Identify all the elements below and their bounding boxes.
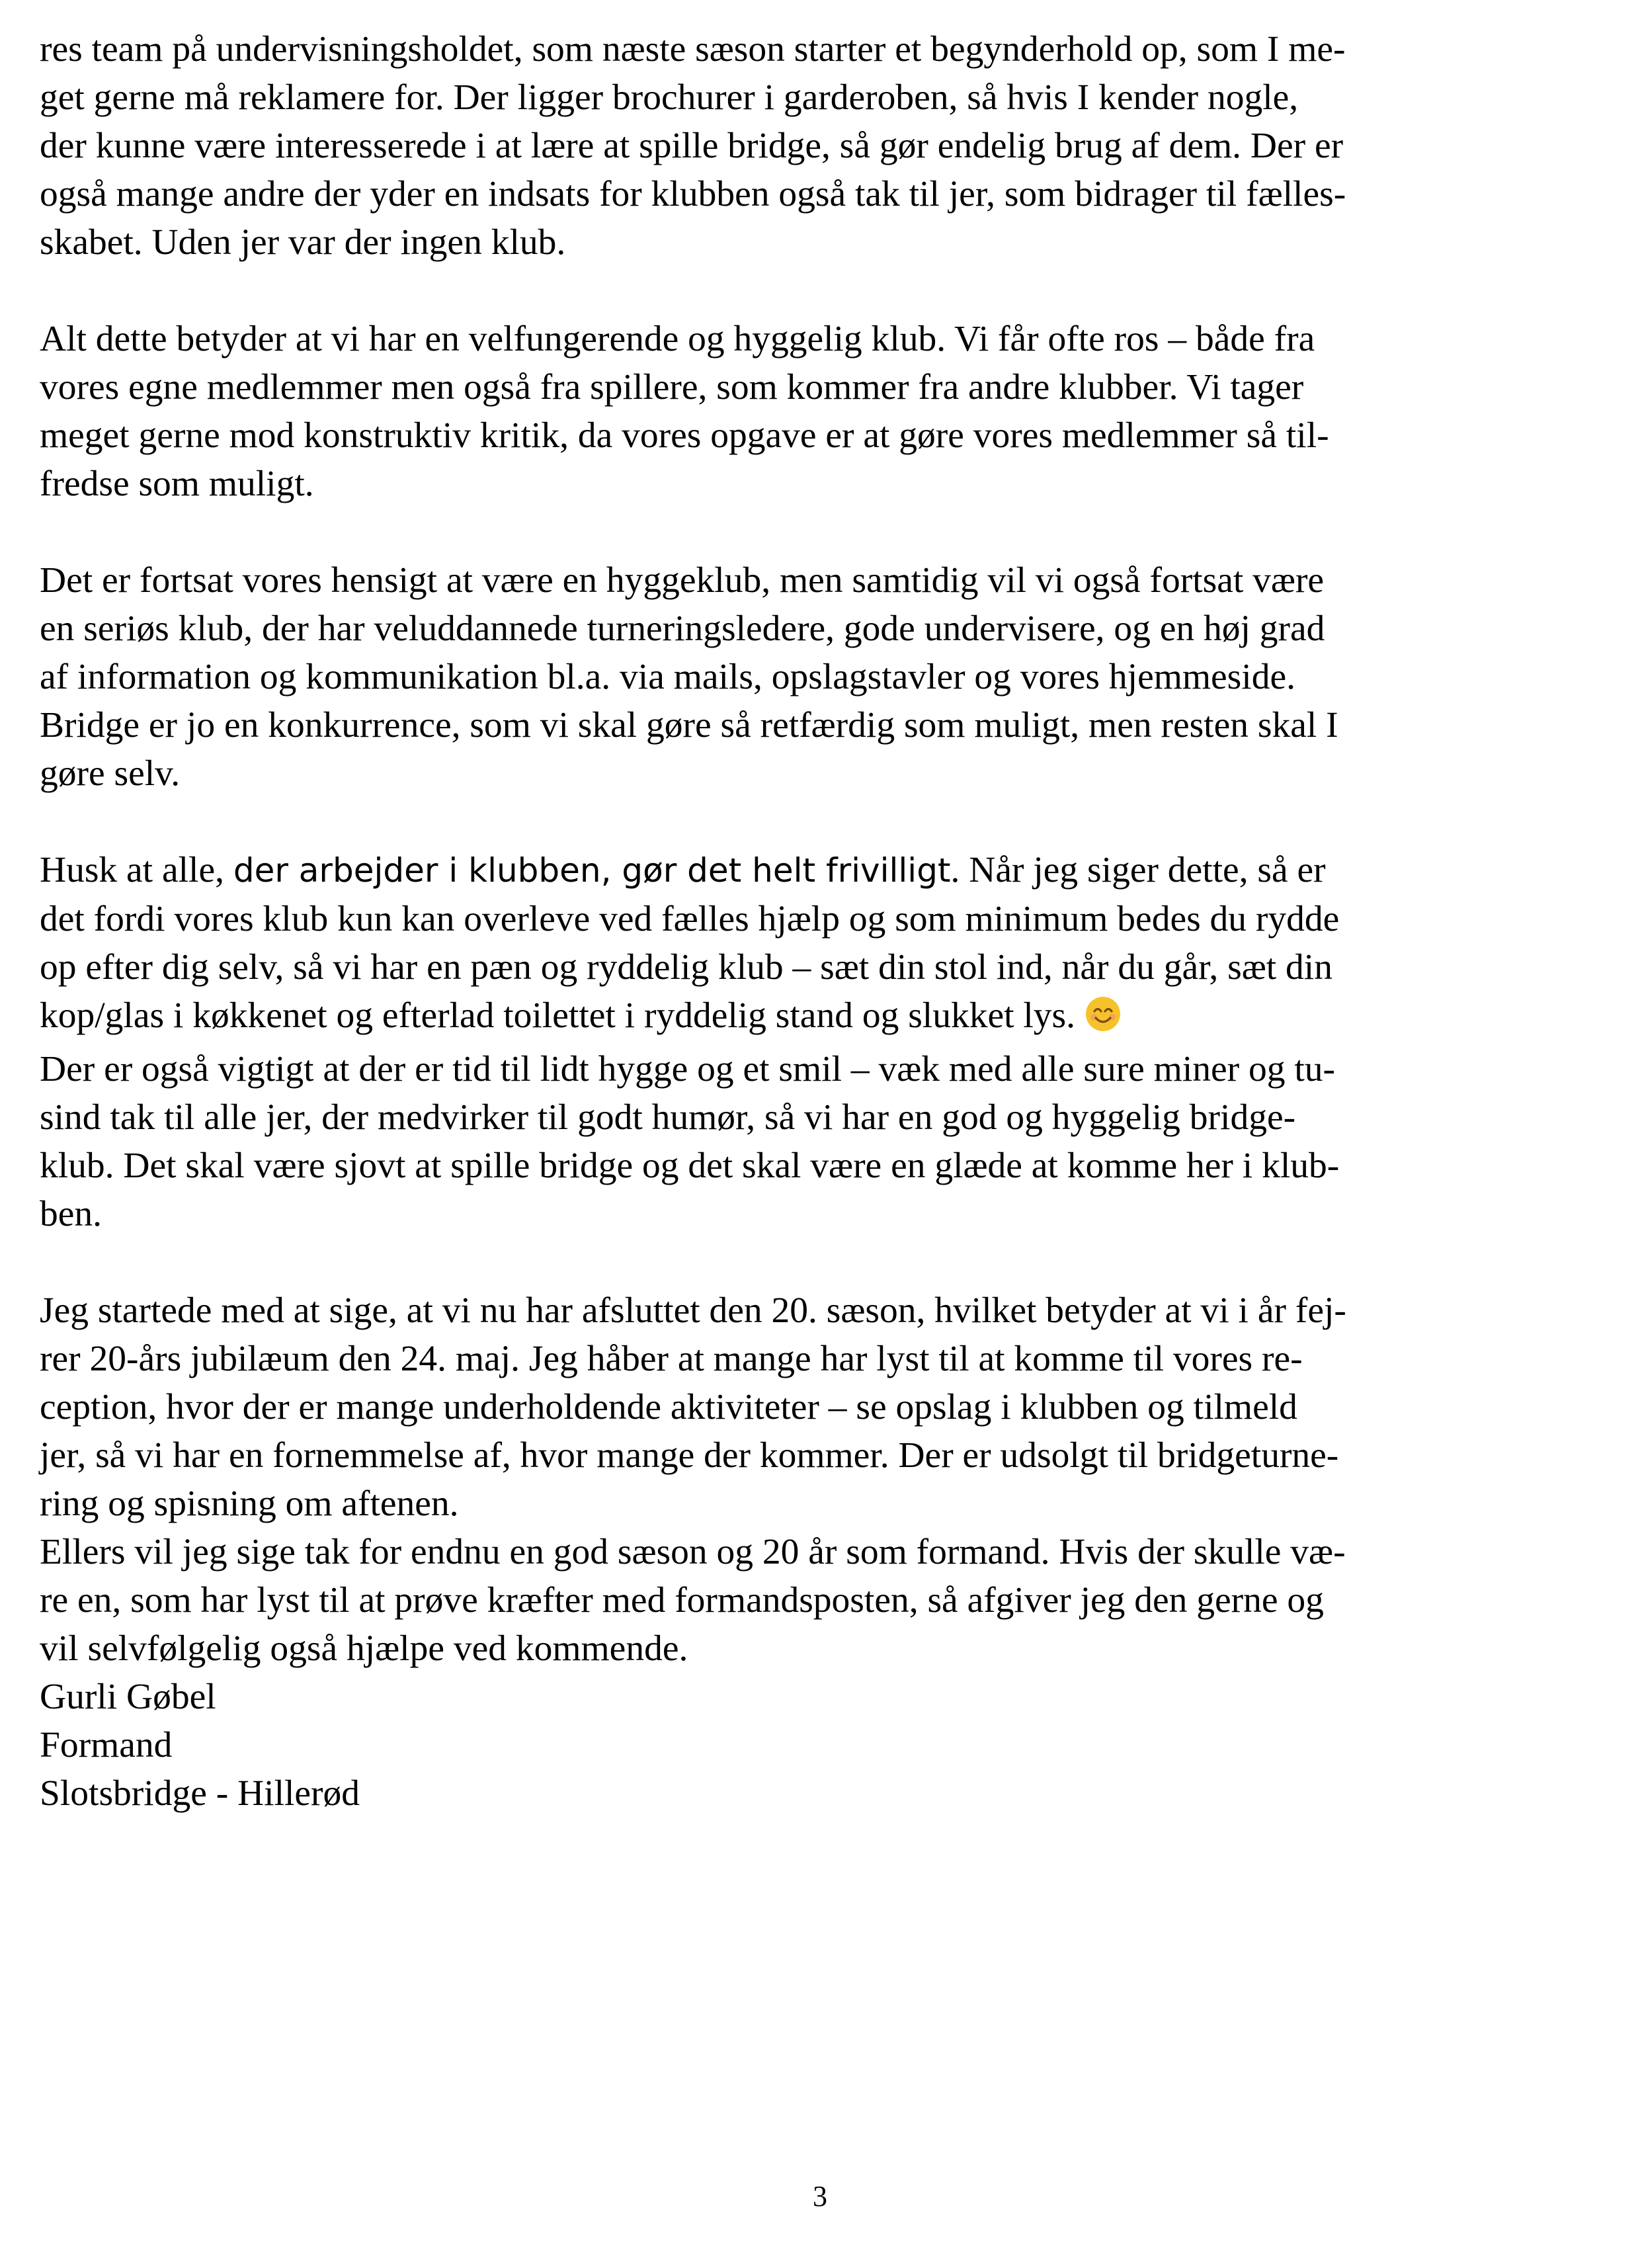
paragraph-gap xyxy=(40,798,1600,846)
paragraph-4 xyxy=(40,846,1600,1045)
paragraph-4-rest: . Når jeg siger dette, så er det fordi vores klub kun kan overleve ved fælles hjælp og som minimum bedes du rydde op efter dig selv, så vi har en pæn og ryddelig klub – sæt din stol ind, når du går, sæt din kop/glas i køkkenet og efterlad toilettet i ryddelig stand og slukket lys. xyxy=(40,850,1340,1036)
page-number: 3 xyxy=(813,2180,827,2212)
document-page xyxy=(40,25,1600,1818)
paragraph-2: Alt dette betyder at vi har en velfungerende og hyggelig klub. Vi får ofte ros – både fra vores egne medlemmer men også fra spillere, som kommer fra andre klubber. Vi tager meget gerne mod konstruktiv kritik, da vores opgave er at gøre vores medlemmer så til- fredse som muligt. xyxy=(40,319,1329,504)
signature-block xyxy=(40,1673,1600,1818)
paragraph-4-start: Husk at alle, xyxy=(40,850,233,890)
paragraph-gap xyxy=(40,1238,1600,1286)
smiley-svg xyxy=(1085,995,1122,1032)
paragraph-4-sans-phrase: der arbejder i klubben, gør det helt frivilligt xyxy=(233,851,951,890)
paragraph-gap xyxy=(40,267,1600,315)
signature-name: Gurli Gøbel xyxy=(40,1677,216,1717)
paragraph-7: Ellers vil jeg sige tak for endnu en god sæson og 20 år som formand. Hvis der skulle væ- re en, som har lyst til at prøve kræfter med formandsposten, så afgiver jeg den gerne og vil selvfølgelig også hjælpe ved kommende. xyxy=(40,1532,1346,1669)
smiling-face-emoji-icon xyxy=(1085,995,1122,1045)
smiley-face xyxy=(1086,997,1120,1031)
paragraph-5: Der er også vigtigt at der er tid til lidt hygge og et smil – væk med alle sure miner og tu- sind tak til alle jer, der medvirker til godt humør, så vi har en god og hyggelig bridge- klub. Det skal være sjovt at spille bridge og det skal være en glæde at komme her i klub- ben. xyxy=(40,1049,1340,1234)
paragraph-1: res team på undervisningsholdet, som næste sæson starter et begynderhold op, som I me- get gerne må reklamere for. Der ligger brochurer i garderoben, så hvis I kender nogle, der kunne være interesserede i at lære at spille bridge, så gør endelig brug af dem. Der er også mange andre der yder en indsats for klubben også tak til jer, som bidrager til fælles- skabet. Uden jer var der ingen klub. xyxy=(40,29,1346,263)
paragraph-3: Det er fortsat vores hensigt at være en hyggeklub, men samtidig vil vi også fortsat være en seriøs klub, der har veluddannede turneringsledere, gode undervisere, og en høj grad af information og kommunikation bl.a. via mails, opslagstavler og vores hjemmeside. Bridge er jo en konkurrence, som vi skal gøre så retfærdig som muligt, men resten skal I gøre selv. xyxy=(40,560,1338,794)
signature-role: Formand xyxy=(40,1725,173,1765)
paragraph-gap xyxy=(40,508,1600,556)
paragraph-6: Jeg startede med at sige, at vi nu har afsluttet den 20. sæson, hvilket betyder at vi i år fej- rer 20-års jubilæum den 24. maj. Jeg håber at mange har lyst til at komme til vores re- ception, hvor der er mange underholdende aktiviteter – se opslag i klubben og tilmeld jer, så vi har en fornemmelse af, hvor mange der kommer. Der er udsolgt til bridgeturne- ring og spisning om aftenen. xyxy=(40,1290,1346,1524)
signature-club: Slotsbridge - Hillerød xyxy=(40,1773,360,1814)
